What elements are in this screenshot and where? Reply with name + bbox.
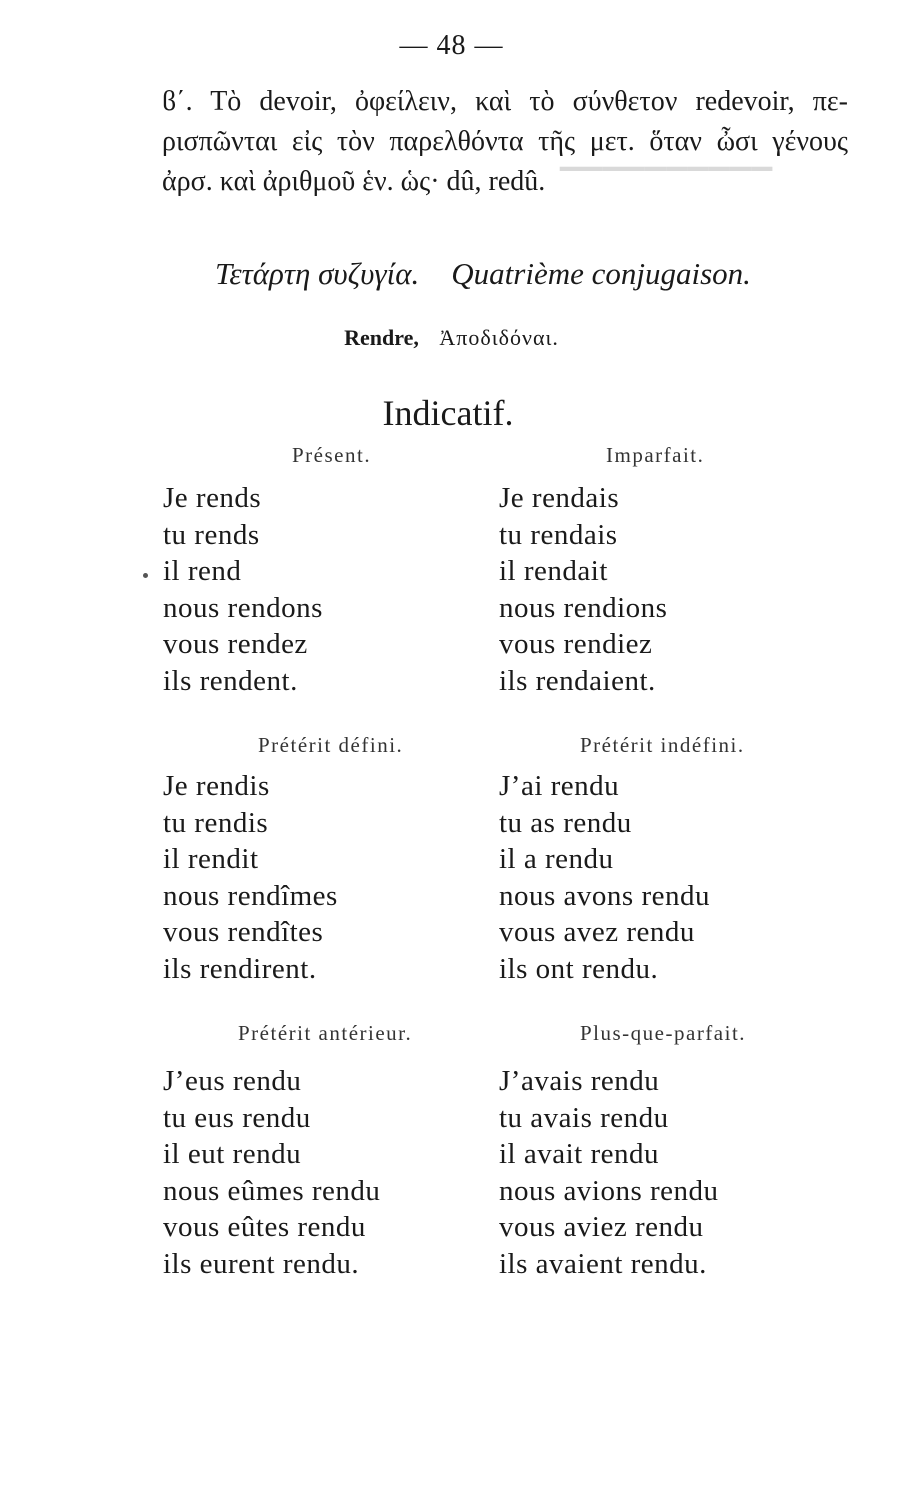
verb-form: tu rendis <box>163 806 269 839</box>
note-line: ρισπῶνται εἰς τὸν παρελθόντα τῆς μετ. ὅταν ὦσι γένους <box>162 126 848 157</box>
verb-form: il a rendu <box>499 843 614 875</box>
verb-form: ils rendent. <box>163 664 298 697</box>
verb-form: J’avais rendu <box>499 1065 660 1097</box>
verb-form: tu rendais <box>499 518 618 551</box>
conjugation-heading <box>215 256 775 292</box>
verb-form: J’ai rendu <box>499 770 620 802</box>
tense-forms-imparfait <box>499 480 667 699</box>
heading-greek: Τετάρτη συζυγία. <box>215 256 420 291</box>
tense-label-imparfait: Imparfait. <box>606 443 705 467</box>
verb-form: ils eurent rendu. <box>163 1247 360 1280</box>
note-line: ϐ΄. Τὸ devoir, ὀφείλειν, καὶ τὸ σύνθετον redevoir, πε- <box>162 86 848 117</box>
verb-greek: Ἀποδιδόναι. <box>439 325 559 350</box>
tense-label-preterit-indefini: Prétérit indéfini. <box>580 733 745 757</box>
tense-label-preterit-anterieur: Prétérit antérieur. <box>238 1021 413 1045</box>
verb-form: tu eus rendu <box>163 1101 311 1134</box>
verb-form: vous aviez rendu <box>499 1211 704 1243</box>
verb-form: il avait rendu <box>499 1138 660 1170</box>
verb-form: ils ont rendu. <box>499 952 659 985</box>
tense-forms-plus-que-parfait <box>499 1063 719 1282</box>
verb-form: il rend <box>163 555 242 587</box>
tense-forms-preterit-indefini <box>499 768 710 987</box>
note-line: ἀρσ. καὶ ἀριθμοῦ ἑν. ὡς· dû, redû. <box>162 166 546 197</box>
tense-label-present: Présent. <box>292 443 372 467</box>
tense-forms-present <box>163 480 323 699</box>
grammar-note <box>162 82 848 202</box>
verb-form: nous eûmes rendu <box>163 1174 381 1207</box>
verb-form: vous avez rendu <box>499 916 695 948</box>
tense-forms-preterit-defini <box>163 768 338 987</box>
verb-form: vous rendez <box>163 628 308 660</box>
verb-form: Je rendis <box>163 770 270 802</box>
verb-form: nous rendons <box>163 591 323 624</box>
verb-form: vous eûtes rendu <box>163 1211 366 1243</box>
verb-french: Rendre, <box>344 325 419 350</box>
verb-form: vous rendîtes <box>163 916 324 948</box>
verb-form: nous rendions <box>499 591 668 624</box>
verb-form: tu rends <box>163 518 260 551</box>
verb-form: il rendait <box>499 555 608 587</box>
verb-form: Je rends <box>163 482 262 514</box>
heading-french: Quatrième conjugaison. <box>451 256 751 291</box>
verb-form: il eut rendu <box>163 1138 302 1170</box>
show-through-smudge: ▔▔▔▔▔▔▔▔▔▔ <box>560 168 773 198</box>
page-number: — 48 — <box>399 30 504 61</box>
verb-form: nous rendîmes <box>163 879 338 912</box>
verb-form: tu as rendu <box>499 806 632 839</box>
verb-form: nous avions rendu <box>499 1174 719 1207</box>
verb-form: tu avais rendu <box>499 1101 669 1134</box>
verb-form: ils avaient rendu. <box>499 1247 707 1280</box>
verb-form: ils rendaient. <box>499 664 656 697</box>
verb-form: J’eus rendu <box>163 1065 302 1097</box>
verb-form: il rendit <box>163 843 259 875</box>
verb-form: vous rendiez <box>499 628 653 660</box>
tense-label-plus-que-parfait: Plus-que-parfait. <box>580 1021 747 1045</box>
tense-forms-preterit-anterieur <box>163 1063 380 1282</box>
verb-form: Je rendais <box>499 482 620 514</box>
verb-form: nous avons rendu <box>499 879 710 912</box>
verb-form: ils rendirent. <box>163 952 317 985</box>
mood-heading: Indicatif. <box>382 393 514 433</box>
verb-title <box>0 325 903 351</box>
tense-label-preterit-defini: Prétérit défini. <box>258 733 404 757</box>
ink-dot <box>143 573 148 578</box>
